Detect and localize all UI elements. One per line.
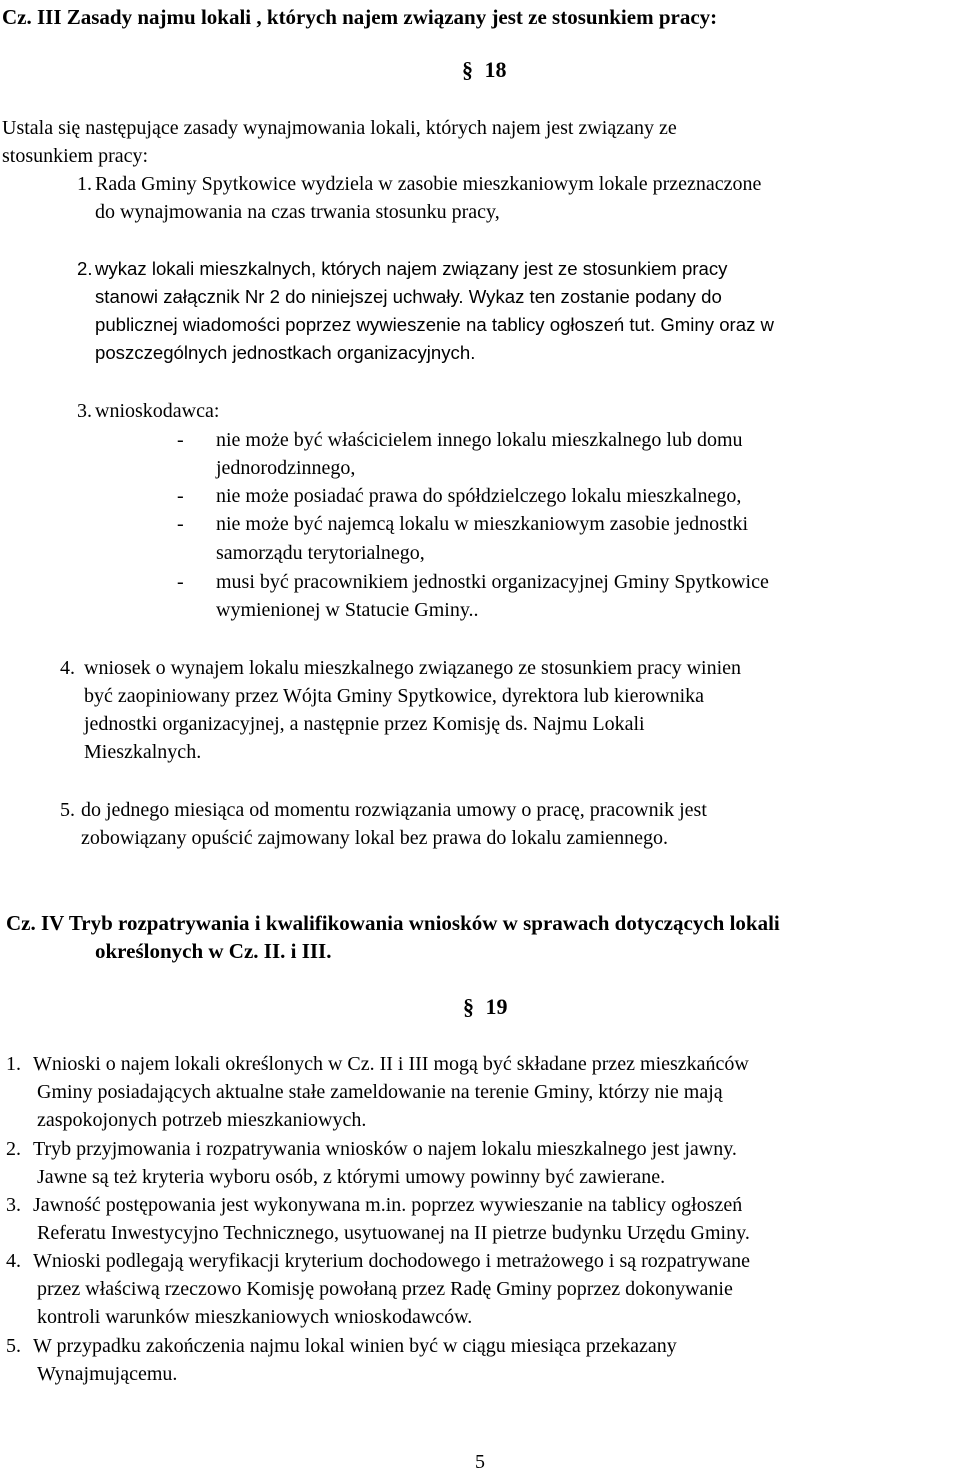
- item-number: 4.: [60, 657, 75, 679]
- item-2-line: publicznej wiadomości poprzez wywieszenie na tablicy ogłoszeń tut. Gminy oraz w: [95, 314, 774, 335]
- item-2-line: stanowi załącznik Nr 2 do niniejszej uchwały. Wykaz ten zostanie podany do: [95, 286, 722, 307]
- item-1-line: do wynajmowania na czas trwania stosunku pracy,: [95, 201, 500, 223]
- item-line: Tryb przyjmowania i rozpatrywania wniosków o najem lokalu mieszkalnego jest jawny.: [33, 1138, 737, 1160]
- item-4-line: jednostki organizacyjnej, a następnie przez Komisję ds. Najmu Lokali: [84, 713, 645, 735]
- part4-heading: Cz. IV Tryb rozpatrywania i kwalifikowania wniosków w sprawach dotyczących lokali: [6, 911, 780, 935]
- item-line: kontroli warunków mieszkaniowych wnioskodawców.: [37, 1306, 473, 1328]
- item-number: 2.: [6, 1138, 21, 1160]
- section-number: 19: [485, 994, 508, 1019]
- intro-line: Ustala się następujące zasady wynajmowania lokali, których najem jest związany ze: [2, 117, 677, 139]
- bullet-dash: -: [177, 513, 184, 535]
- item-line: W przypadku zakończenia najmu lokal winien być w ciągu miesiąca przekazany: [33, 1335, 677, 1357]
- item-line: Gminy posiadających aktualne stałe zameldowanie na terenie Gminy, którzy nie mają: [37, 1081, 723, 1103]
- item-number: 4.: [6, 1250, 21, 1272]
- section-number: 18: [484, 57, 507, 82]
- item-1-line: Rada Gminy Spytkowice wydziela w zasobie mieszkaniowym lokale przeznaczone: [95, 173, 762, 195]
- item-line: Jawne są też kryteria wyboru osób, z którymi umowy powinny być zawierane.: [37, 1166, 666, 1188]
- item-number: 5.: [60, 799, 75, 821]
- item-2-line: poszczególnych jednostkach organizacyjnych.: [95, 342, 476, 363]
- intro-line: stosunkiem pracy:: [2, 145, 149, 167]
- item-line: zaspokojonych potrzeb mieszkaniowych.: [37, 1109, 367, 1131]
- item-number: 2.: [77, 258, 93, 279]
- item-3-lead: wnioskodawca:: [95, 400, 220, 422]
- section-symbol: §: [463, 994, 474, 1019]
- item-line: Referatu Inwestycyjno Technicznego, usytuowanej na II pietrze budynku Urzędu Gminy.: [37, 1222, 750, 1244]
- bullet-line: nie może posiadać prawa do spółdzielczego lokalu mieszkalnego,: [216, 485, 742, 507]
- bullet-dash: -: [177, 571, 184, 593]
- bullet-line: nie może być najemcą lokalu w mieszkaniowym zasobie jednostki: [216, 513, 749, 535]
- section-symbol: §: [462, 57, 473, 82]
- item-2-line: wykaz lokali mieszkalnych, których najem związany jest ze stosunkiem pracy: [95, 258, 728, 279]
- bullet-line: jednorodzinnego,: [216, 457, 356, 479]
- item-4-line: wniosek o wynajem lokalu mieszkalnego związanego ze stosunkiem pracy winien: [84, 657, 742, 679]
- item-number: 3.: [77, 400, 92, 422]
- part4-heading: określonych w Cz. II. i III.: [95, 939, 332, 963]
- item-line: przez właściwą rzeczowo Komisję powołaną przez Radę Gminy poprzez dokonywanie: [37, 1278, 733, 1300]
- section-19-marker: [463, 995, 508, 1019]
- bullet-line: wymienionej w Statucie Gminy..: [216, 599, 479, 621]
- section-18-marker: [462, 58, 507, 82]
- item-number: 1.: [77, 173, 92, 195]
- item-4-line: być zaopiniowany przez Wójta Gminy Spytkowice, dyrektora lub kierownika: [84, 685, 705, 707]
- item-4-line: Mieszkalnych.: [84, 741, 202, 763]
- item-line: Jawność postępowania jest wykonywana m.in. poprzez wywieszanie na tablicy ogłoszeń: [33, 1194, 743, 1216]
- item-number: 3.: [6, 1194, 21, 1216]
- page-number: 5: [475, 1451, 485, 1473]
- bullet-line: nie może być właścicielem innego lokalu mieszkalnego lub domu: [216, 429, 743, 451]
- item-5-line: do jednego miesiąca od momentu rozwiązania umowy o pracę, pracownik jest: [81, 799, 707, 821]
- bullet-dash: -: [177, 485, 184, 507]
- bullet-line: samorządu terytorialnego,: [216, 542, 425, 564]
- item-5-line: zobowiązany opuścić zajmowany lokal bez prawa do lokalu zamiennego.: [81, 827, 669, 849]
- bullet-line: musi być pracownikiem jednostki organizacyjnej Gminy Spytkowice: [216, 571, 769, 593]
- item-line: Wnioski podlegają weryfikacji kryterium dochodowego i metrażowego i są rozpatrywane: [33, 1250, 750, 1272]
- item-number: 5.: [6, 1335, 21, 1357]
- bullet-dash: -: [177, 429, 184, 451]
- part3-heading: Cz. III Zasady najmu lokali , których najem związany jest ze stosunkiem pracy:: [2, 5, 718, 29]
- item-line: Wnioski o najem lokali określonych w Cz. II i III mogą być składane przez mieszkańców: [33, 1053, 749, 1075]
- item-line: Wynajmującemu.: [37, 1363, 178, 1385]
- item-number: 1.: [6, 1053, 21, 1075]
